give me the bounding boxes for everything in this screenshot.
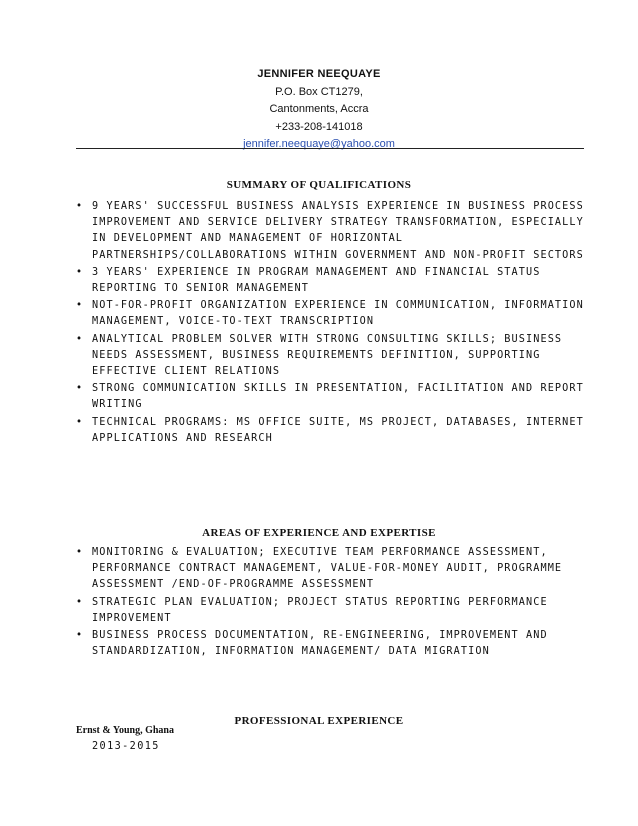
experience-title: PROFESSIONAL EXPERIENCE: [234, 715, 404, 727]
list-item: • BUSINESS PROCESS DOCUMENTATION, RE-ENGINEERING, IMPROVEMENT AND STANDARDIZATION, INFORMATION MANAGEMENT/ DATA MIGRATION: [76, 630, 548, 658]
email-link[interactable]: jennifer.neequaye@yahoo.com: [243, 138, 395, 150]
summary-title: SUMMARY OF QUALIFICATIONS: [226, 179, 412, 191]
list-item: • TECHNICAL PROGRAMS: MS OFFICE SUITE, MS PROJECT, DATABASES, INTERNET APPLICATIONS AND RESEARCH: [76, 416, 584, 444]
bullet-icon: •: [76, 383, 83, 395]
summary-list: [76, 199, 596, 448]
bullet-icon: •: [76, 333, 83, 345]
header-divider: [76, 148, 584, 149]
phone-number: +233-208-141018: [275, 120, 363, 133]
bullet-icon: •: [76, 596, 83, 608]
list-item: • MONITORING & EVALUATION; EXECUTIVE TEAM PERFORMANCE ASSESSMENT, PERFORMANCE CONTRACT MANAGEMENT, VALUE-FOR-MONEY AUDIT, PROGRAMME ASSESSMENT /END-OF-PROGRAMME ASSESSMENT: [76, 547, 563, 591]
list-item: • ANALYTICAL PROBLEM SOLVER WITH STRONG CONSULTING SKILLS; BUSINESS NEEDS ASSESSMENT, BUSINESS REQUIREMENTS DEFINITION, SUPPORTING EFFECTIVE CLIENT RELATIONS: [76, 333, 563, 378]
applicant-name: JENNIFER NEEQUAYE: [257, 68, 381, 80]
list-item: • 9 YEARS' SUCCESSFUL BUSINESS ANALYSIS EXPERIENCE IN BUSINESS PROCESS IMPROVEMENT AND SERVICE DELIVERY STRATEGY TRANSFORMATION, ESPECIALLY IN DEVELOPMENT AND MANAGEMENT OF HORIZONTAL PARTNERSHIPS/COLLABORATIONS WITHIN GOVERNMENT AND NON-PROFIT SECTORS: [76, 201, 584, 261]
address-line-1: P.O. Box CT1279,: [275, 85, 363, 98]
employment-dates: 2013-2015: [92, 741, 160, 752]
list-item: • NOT-FOR-PROFIT ORGANIZATION EXPERIENCE IN COMMUNICATION, INFORMATION MANAGEMENT, VOICE-TO-TEXT TRANSCRIPTION: [76, 300, 584, 328]
bullet-icon: •: [76, 547, 83, 558]
bullet-icon: •: [76, 266, 83, 278]
address-line-2: Cantonments, Accra: [269, 103, 369, 115]
areas-title: AREAS OF EXPERIENCE AND EXPERTISE: [202, 527, 436, 539]
bullet-icon: •: [76, 201, 83, 212]
employer-name: Ernst & Young, Ghana: [76, 725, 174, 736]
list-item: • STRATEGIC PLAN EVALUATION; PROJECT STATUS REPORTING PERFORMANCE IMPROVEMENT: [76, 596, 548, 624]
list-item: • 3 YEARS' EXPERIENCE IN PROGRAM MANAGEMENT AND FINANCIAL STATUS REPORTING TO SENIOR MANAGEMENT: [76, 266, 541, 295]
bullet-icon: •: [76, 416, 83, 428]
contact-header: [0, 66, 638, 154]
bullet-icon: •: [76, 300, 83, 312]
areas-list: [76, 545, 596, 661]
bullet-icon: •: [76, 630, 83, 642]
list-item: • STRONG COMMUNICATION SKILLS IN PRESENTATION, FACILITATION AND REPORT WRITING: [76, 383, 584, 411]
